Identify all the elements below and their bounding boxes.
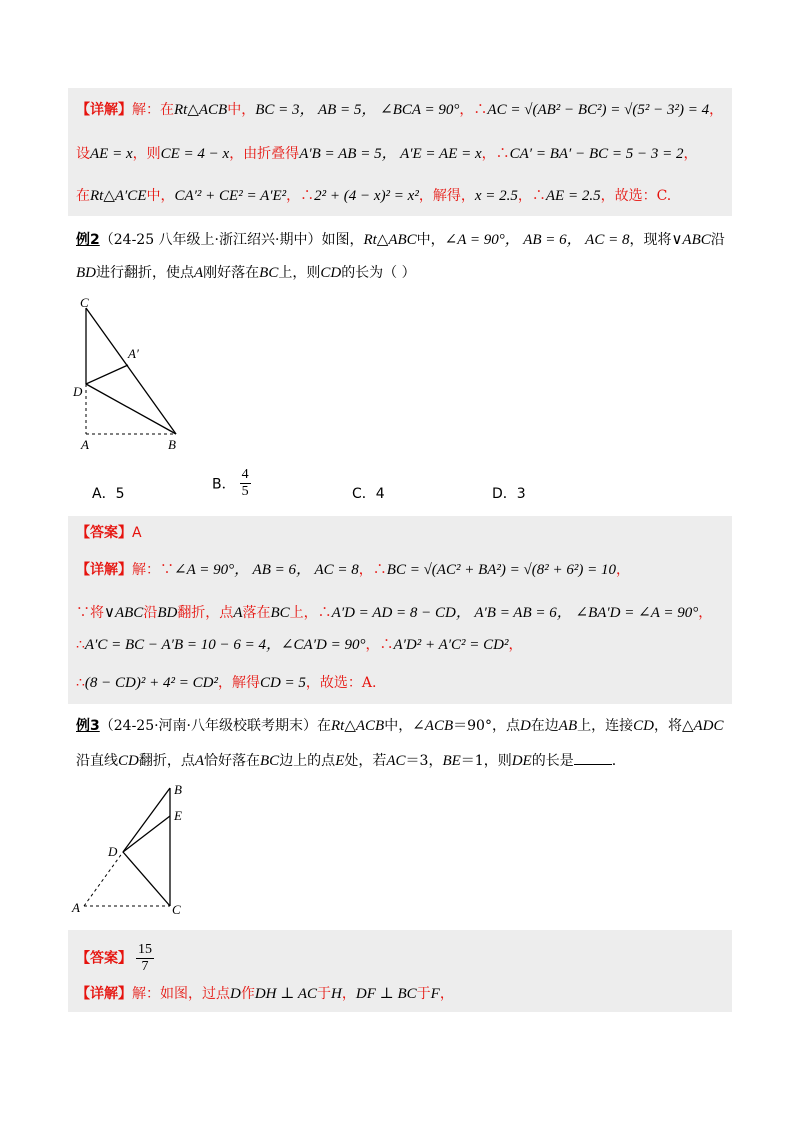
- label-d: D: [108, 844, 118, 859]
- example2-detail-line3: ∴A′C = BC − A′B = 10 − 6 = 4，∠CA′D = 90°，∴A′D² + A′C² = CD²，: [76, 637, 523, 653]
- option-c[interactable]: C．4: [352, 486, 385, 502]
- option-a[interactable]: A．5: [92, 486, 125, 502]
- label-c: C: [172, 902, 181, 917]
- example2-label: 例2: [76, 232, 100, 248]
- label-a: A: [72, 900, 80, 915]
- example3-label: 例3: [76, 718, 100, 734]
- example2-detail-line1: 【详解】解：∵∠A = 90°， AB = 6， AC = 8，∴BC = √(AC² + BA²) = √(8² + 6²) = 10，: [76, 562, 630, 578]
- example3-detail-line1: 【详解】解：如图，过点D作DH ⊥ AC于H，DF ⊥ BC于F，: [76, 986, 454, 1002]
- example2-question-line1: 例2（24-25 八年级上·浙江绍兴·期中）如图，Rt△ABC中，∠A = 90°， AB = 6， AC = 8，现将∨ABC沿: [76, 232, 725, 248]
- option-d[interactable]: D．3: [492, 486, 526, 502]
- example3-answer: 【答案】 $\frac{15}{7}$: [76, 942, 152, 974]
- option-b[interactable]: B． $\frac{4}{5}$: [212, 467, 249, 499]
- solution1-line1: 【详解】解：在Rt△ACB中，BC = 3， AB = 5， ∠BCA = 90°，∴AC = √(AB² − BC²) = √(5² − 3²) = 4，: [76, 102, 724, 118]
- example3-question-line2: 沿直线CD翻折，点A恰好落在BC边上的点E处，若AC＝3，BE＝1，则DE的长是 .: [76, 750, 616, 771]
- example2-question-line2: BD进行翻折，使点A刚好落在BC上，则CD的长为（ ）: [76, 265, 416, 281]
- example2-detail-line2: ∵将∨ABC沿BD翻折，点A落在BC上，∴A′D = AD = 8 − CD， A′B = AB = 6， ∠BA′D = ∠A = 90°，: [76, 605, 713, 621]
- label-d: D: [73, 384, 83, 399]
- example3-triangle-figure: [68, 780, 198, 920]
- segment-db: [123, 788, 170, 852]
- solution1-line2: 设AE = x，则CE = 4 − x，由折叠得A′B = AB = 5， A′E = AE = x，∴CA′ = BA′ − BC = 5 − 3 = 2，: [76, 146, 698, 162]
- solution1-line3: 在Rt△A′CE中，CA′² + CE² = A′E²，∴2² + (4 − x)² = x²，解得，x = 2.5，∴AE = 2.5，故选：C.: [76, 188, 672, 204]
- example2-triangle-figure: [68, 296, 198, 456]
- label-c: C: [80, 296, 89, 310]
- answer-fraction: $\frac{15}{7}$: [138, 942, 152, 974]
- label-a-prime: A′: [128, 346, 139, 361]
- segment-ad-dashed: [84, 852, 123, 906]
- label-a: A: [81, 437, 89, 452]
- detail-tag: 【详解】: [76, 102, 132, 118]
- answer-blank[interactable]: [574, 750, 612, 765]
- label-b: B: [168, 437, 176, 452]
- side-cb: [86, 308, 176, 434]
- segment-db: [86, 384, 176, 434]
- answer-value: A: [132, 525, 142, 541]
- example2-answer: 【答案】A: [76, 525, 142, 541]
- example3-question-line1: 例3（24-25·河南·八年级校联考期末）在Rt△ACB中，∠ACB＝90°，点D在边AB上，连接CD，将△ADC: [76, 718, 724, 734]
- label-b: B: [174, 782, 182, 797]
- segment-da-prime: [86, 365, 128, 384]
- label-e: E: [174, 808, 182, 823]
- segment-de: [123, 816, 170, 852]
- segment-dc: [123, 852, 170, 906]
- example2-detail-line4: ∴(8 − CD)² + 4² = CD²，解得CD = 5，故选：A.: [76, 675, 377, 691]
